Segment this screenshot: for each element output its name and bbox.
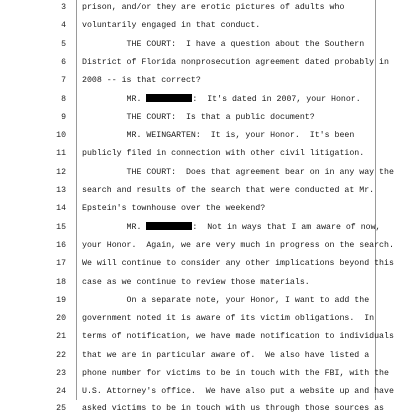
line-number: 8 — [61, 94, 66, 104]
transcript-line — [0, 237, 400, 255]
transcript-line — [0, 365, 400, 383]
line-text: MR. WEINGARTEN: It is, your Honor. It's been — [82, 131, 355, 141]
line-text: We will continue to consider any other implications beyond this — [82, 259, 394, 269]
line-number: 14 — [56, 204, 66, 214]
transcript-line — [0, 200, 400, 218]
line-text: On a separate note, your Honor, I want to add the — [82, 295, 370, 305]
line-text: that we are in particular aware of. We also have listed a — [82, 350, 370, 360]
line-text: THE COURT: Does that agreement bear on in any way the — [82, 167, 394, 177]
line-text: U.S. Attorney's office. We have also put a website up and have — [82, 387, 394, 397]
line-text: terms of notification, we have made notification to individuals — [82, 332, 394, 342]
transcript-line — [0, 127, 400, 145]
line-number: 3 — [61, 3, 66, 12]
line-number: 18 — [56, 277, 66, 287]
transcript-line — [0, 109, 400, 127]
line-number: 5 — [61, 39, 66, 49]
line-text: Epstein's townhouse over the weekend? — [82, 204, 266, 214]
line-remainder: : Not in ways that I am aware of now, — [192, 222, 381, 232]
transcript-line — [0, 0, 400, 17]
line-number: 11 — [56, 149, 66, 159]
transcript-line — [0, 310, 400, 328]
line-text: THE COURT: I have a question about the Southern — [82, 39, 365, 49]
redaction-bar — [146, 94, 192, 102]
line-text: 2008 -- is that correct? — [82, 76, 201, 86]
line-text: THE COURT: Is that a public document? — [82, 112, 315, 122]
line-number: 21 — [56, 332, 66, 342]
line-number: 16 — [56, 240, 66, 250]
line-number: 17 — [56, 259, 66, 269]
transcript-line — [0, 164, 400, 182]
redaction-bar — [146, 222, 192, 230]
line-number: 4 — [61, 21, 66, 31]
line-text: phone number for victims to be in touch with the FBI, with the — [82, 369, 389, 378]
transcript-line — [0, 91, 400, 109]
line-text: search and results of the search that were conducted at Mr. — [82, 186, 375, 195]
transcript-line — [0, 255, 400, 273]
line-number: 12 — [56, 167, 66, 177]
line-number: 20 — [56, 314, 66, 324]
line-text: case as we continue to review those materials. — [82, 277, 310, 287]
line-number: 25 — [56, 404, 66, 413]
line-number: 6 — [61, 57, 66, 67]
line-text: voluntarily engaged in that conduct. — [82, 21, 261, 31]
line-text: District of Florida nonprosecution agreement dated probably in — [82, 57, 389, 67]
transcript-line — [0, 17, 400, 35]
transcript-line — [0, 328, 400, 346]
line-number: 15 — [56, 222, 66, 232]
line-text: government noted it is aware of its victim obligations. In — [82, 314, 375, 324]
transcript-line — [0, 54, 400, 72]
line-text: asked victims to be in touch with us through those sources as — [82, 404, 384, 413]
line-text: prison, and/or they are erotic pictures of adults who — [82, 3, 345, 12]
line-text: your Honor. Again, we are very much in progress on the search. — [82, 240, 394, 250]
transcript-line — [0, 36, 400, 54]
line-number: 23 — [56, 369, 66, 378]
line-number: 9 — [61, 112, 66, 122]
transcript-line — [0, 72, 400, 90]
transcript-line — [0, 219, 400, 237]
line-number: 24 — [56, 387, 66, 397]
line-text — [82, 91, 374, 109]
speaker-prefix: MR. — [82, 222, 147, 232]
line-number: 13 — [56, 186, 66, 195]
transcript-line — [0, 274, 400, 292]
line-remainder: : It's dated in 2007, your Honor. — [192, 94, 361, 104]
transcript-line — [0, 347, 400, 365]
line-text — [82, 219, 381, 237]
transcript-line — [0, 292, 400, 310]
line-number: 22 — [56, 350, 66, 360]
line-text: publicly filed in connection with other civil litigation. — [82, 149, 365, 159]
line-number: 19 — [56, 295, 66, 305]
transcript-line — [0, 182, 400, 200]
line-number: 7 — [61, 76, 66, 86]
speaker-prefix: MR. — [82, 94, 147, 104]
line-number: 10 — [56, 131, 66, 141]
transcript-line-partial — [0, 382, 400, 413]
transcript-line — [0, 145, 400, 163]
